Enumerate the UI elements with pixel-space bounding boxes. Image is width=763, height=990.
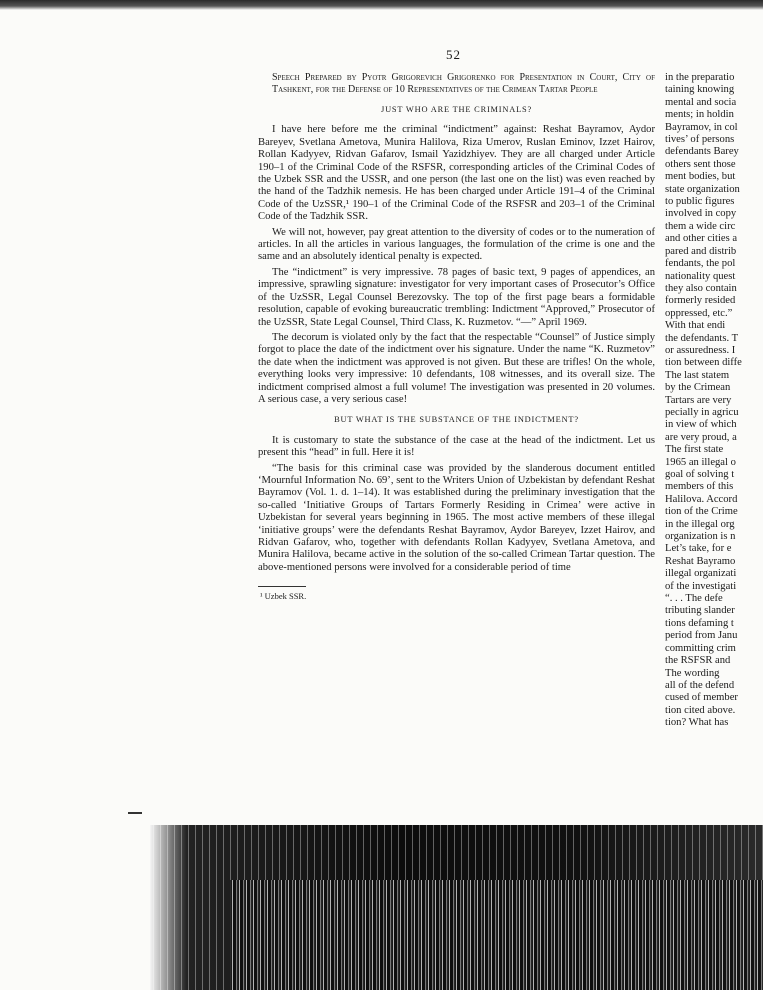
adjacent-page-line: Let’s take, for e [665, 543, 732, 555]
paragraph: “The basis for this criminal case was provided by the slanderous document entitled ‘Mournful Information No. 69’, sent to the Writers Union of Uzbekistan by defendant Reshat Bayramov (Vol. 1. d. 1–14). It was established during the preliminary investigation that the so-called ‘Initiative Groups of Tartars Formerly Residing in Crimea’ were active in Uzbekistan for several years beginning in 1965. The most active members of these illegal ‘initiative groups’ were the defendants Reshat Bayramov, Aydor Bareyev, Izzet Hairov, and Ridvan Gafarov, who, together with defendants Rollan Kadyyev, Svetlana Ametova, and Munira Halilova, became active in the solution of the so-called Crimean Tartar question. The above-mentioned persons were involved for a considerable period of time [258, 462, 655, 573]
adjacent-page-line: With that endi [665, 320, 726, 332]
adjacent-page-line: and other cities a [665, 233, 738, 245]
scan-top-edge [0, 0, 763, 10]
adjacent-page-line: to public figures [665, 196, 735, 208]
adjacent-page-line: Bayramov, in col [665, 121, 738, 133]
adjacent-page-line: nationality quest [665, 270, 736, 282]
scan-dark-region [150, 825, 763, 990]
adjacent-page-line: 1965 an illegal o [665, 456, 736, 468]
adjacent-page-line: period from Janu [665, 630, 738, 642]
adjacent-page-line: tion of the Crime [665, 506, 738, 518]
adjacent-page-line: members of this [665, 481, 734, 493]
adjacent-page-line: Halilova. Accord [665, 493, 738, 505]
speech-title: Speech Prepared by Pyotr Grigorevich Grigorenko for Presentation in Court, City of Tashkent, for the Defense of 10 Representatives of the Crimean Tartar People [272, 72, 655, 95]
adjacent-page-line: mental and socia [665, 96, 737, 108]
adjacent-page-line: The last statem [665, 369, 730, 381]
page-number: 52 [446, 47, 461, 62]
adjacent-page-line: tion between diffe [665, 357, 742, 369]
adjacent-page-line: pared and distrib [665, 245, 737, 257]
adjacent-page-line: goal of solving t [665, 469, 735, 480]
adjacent-page-line: formerly resided [665, 295, 736, 307]
paragraph: We will not, however, pay great attention to the diversity of codes or to the numeration of articles. In all the articles in various languages, the formulation of the crime is one and the same and an absolutely identical penalty is expected. [258, 226, 655, 263]
adjacent-page-line: taining knowing [665, 84, 735, 96]
paragraph: The decorum is violated only by the fact that the respectable “Counsel” of Justice simply forgot to place the date of the indictment over his signature. Under the name “K. Ruzmetov” the date when the indictment was approved is not given. But these are trifles! On the whole, everything looks very impressive: 10 defendants, 108 witnesses, and its overall size. The indictment comprised almost a full volume! The investigation was presented in 20 volumes. A serious case, a very serious case! [258, 331, 655, 405]
adjacent-page-line: “. . . The defe [665, 593, 723, 605]
adjacent-page-line: tributing slander [665, 605, 735, 617]
adjacent-page-line: The wording [665, 667, 720, 679]
adjacent-page-line: ments; in holdin [665, 109, 734, 121]
adjacent-page-line: committing crim [665, 642, 736, 654]
adjacent-page-line: involved in copy [665, 208, 737, 220]
adjacent-page-line: tion? What has [665, 717, 729, 729]
paragraph: It is customary to state the substance of the case at the head of the indictment. Let us present this “head” in full. Here it is! [258, 434, 655, 459]
adjacent-page-line: organization is n [665, 531, 736, 543]
adjacent-page-line: in the preparatio [665, 72, 735, 83]
adjacent-page-line: the RSFSR and [665, 655, 731, 667]
adjacent-page-line: all of the defend [665, 679, 735, 691]
adjacent-page-line: in the illegal org [665, 518, 735, 530]
adjacent-page-line: the defendants. T [665, 332, 739, 344]
paragraph: The “indictment” is very impressive. 78 pages of basic text, 9 pages of appendices, an impressive, sprawling signature: investigator for very important cases of Prosecutor’s Office of the UzSSR, Legal Counsel Berezovsky. The top of the first page bears a formidable resolution, capable of evoking bureaucratic trembling: Indictment “Approved,” Prosecutor of the UzSSR, State Legal Counsel, Third Class, K. Ruzmetov. “—” April 1969. [258, 266, 655, 328]
adjacent-page-line: or assuredness. I [665, 344, 736, 356]
paragraph: I have here before me the criminal “indictment” against: Reshat Bayramov, Aydor Bareyev, Svetlana Ametova, Munira Halilova, Riza Umerov, Ruslan Eminov, Izzet Hairov, Rollan Kadyyev, Ridvan Gafarov, Ismail Yazidzhiyev. They are all charged under Article 190–1 of the Criminal Code of the RSFSR, corresponding articles of the Criminal Codes of the Uzbek SSR and the USSR, and one person (the last one on the list) was even reached by the hand of the Tadzhik nemesis. He has been charged under Article 191–4 of the Criminal Code of the UzSSR,¹ 190–1 of the Criminal Code of the RSFSR and 203–1 of the Criminal Code of the Tadzhik SSR. [258, 124, 655, 223]
adjacent-page-line: Reshat Bayramo [665, 555, 736, 567]
adjacent-page-line: tion cited above. [665, 704, 736, 716]
adjacent-page-line: Tartars are very [665, 394, 732, 406]
adjacent-page-line: by the Crimean [665, 382, 731, 394]
adjacent-page-line: are very proud, a [665, 431, 737, 443]
adjacent-page-line: state organization [665, 183, 740, 195]
adjacent-page-line: of the investigati [665, 580, 737, 592]
section-heading-substance: BUT WHAT IS THE SUBSTANCE OF THE INDICTMENT? [334, 415, 579, 425]
adjacent-page-line: cused of member [665, 692, 738, 704]
scan-noise [230, 880, 763, 990]
adjacent-page-line: oppressed, etc.” [665, 307, 733, 319]
scan-mark [128, 812, 142, 814]
adjacent-page-line: defendants Barey [665, 146, 739, 158]
adjacent-page-line: ment bodies, but [665, 171, 736, 183]
adjacent-page-line: them a wide circ [665, 220, 736, 232]
footnote: ¹ Uzbek SSR. [260, 591, 307, 602]
adjacent-page-column [665, 72, 763, 730]
adjacent-page-line: pecially in agricu [665, 406, 739, 418]
adjacent-page-line: illegal organizati [665, 568, 737, 580]
adjacent-page-line: others sent those [665, 158, 736, 170]
adjacent-page-line: fendants, the pol [665, 258, 736, 270]
adjacent-page-line: in view of which [665, 419, 737, 431]
footnote-rule [258, 586, 306, 587]
adjacent-page-line: they also contain [665, 282, 737, 294]
main-column [258, 72, 655, 603]
adjacent-page-line: The first state [665, 444, 724, 456]
section-heading-criminals: JUST WHO ARE THE CRIMINALS? [381, 105, 532, 114]
adjacent-page-line: tives’ of persons [665, 134, 735, 146]
adjacent-page-line: tions defaming t [665, 617, 734, 629]
